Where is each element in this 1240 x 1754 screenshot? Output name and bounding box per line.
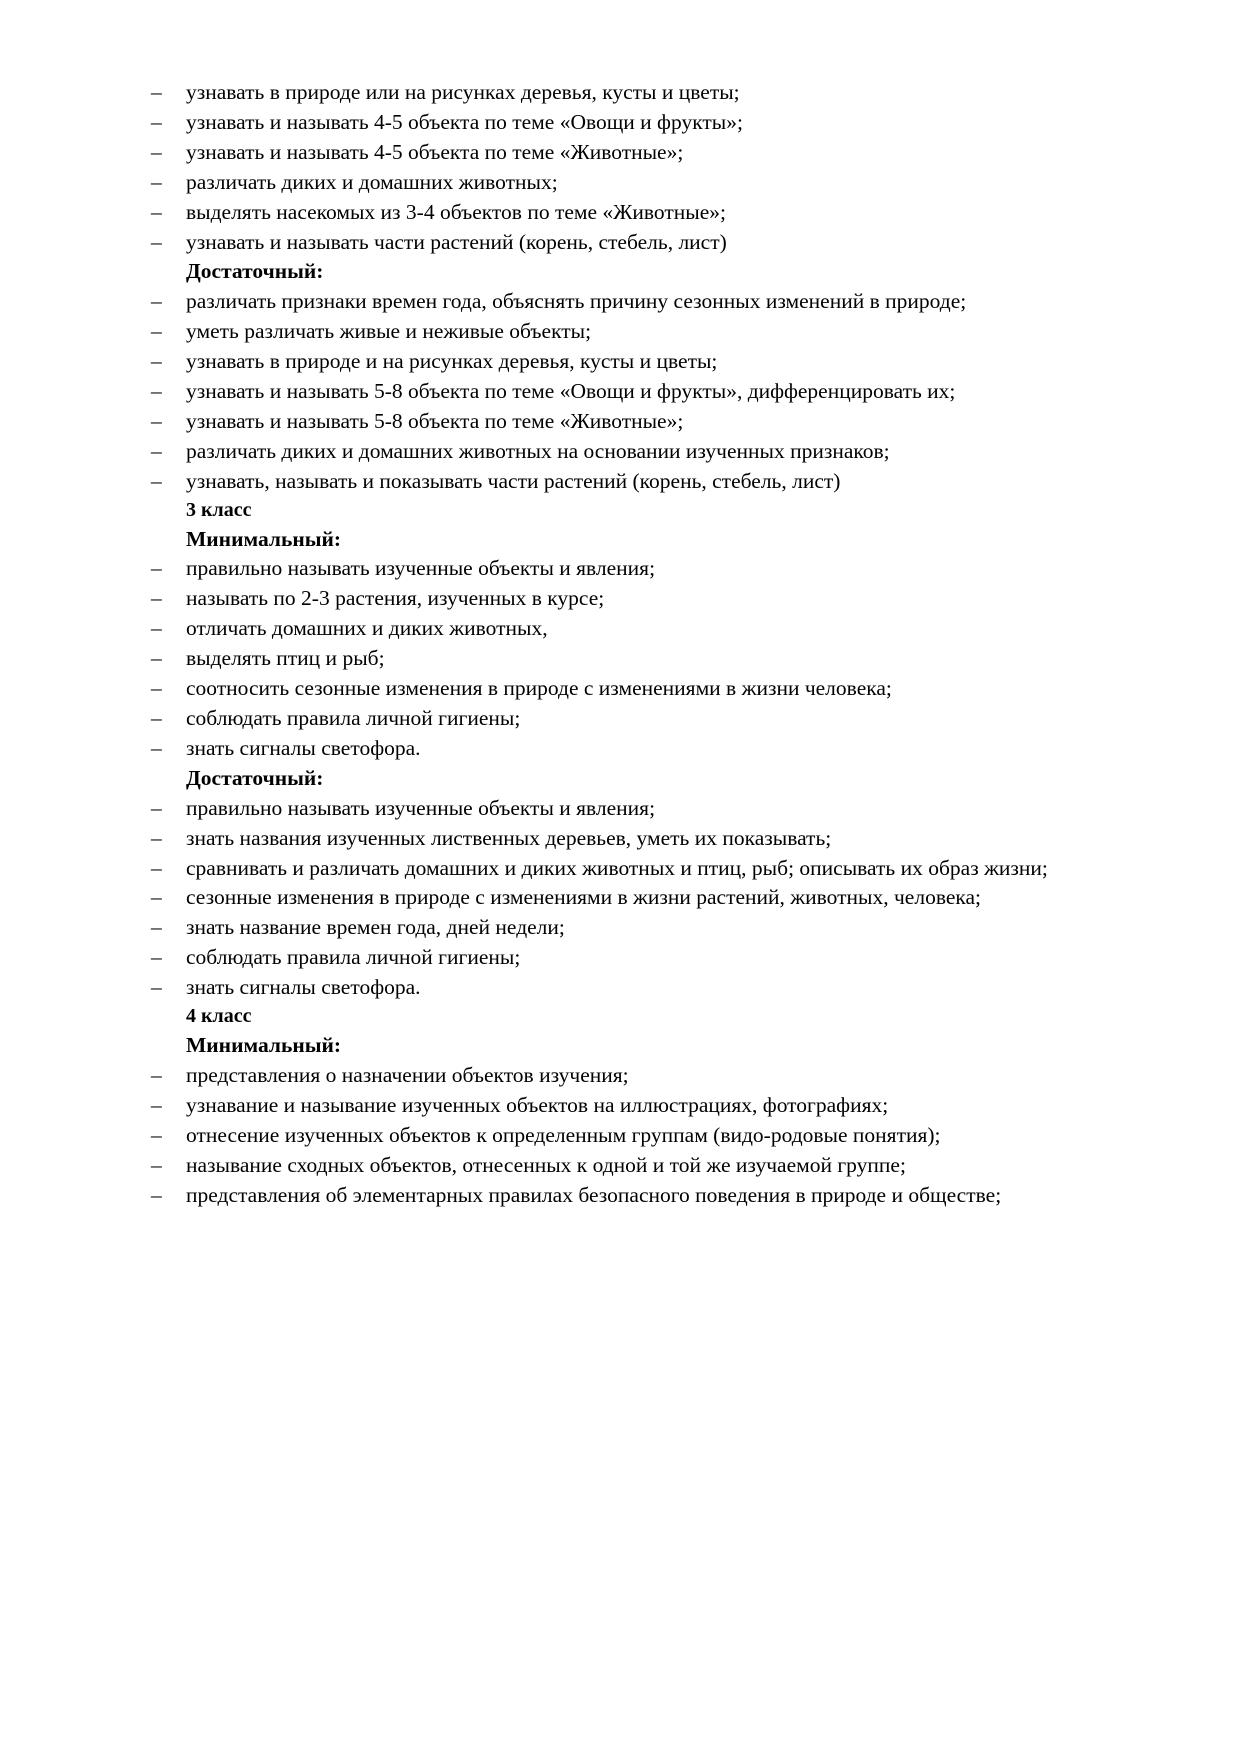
bullet-dash: – [151, 319, 162, 344]
list-item-text: узнавать в природе или на рисунках деревья, кусты и цветы; [186, 80, 740, 104]
list-item [148, 644, 1092, 673]
section-heading: Минимальный: [186, 526, 342, 551]
section-heading: 3 класс [186, 498, 252, 521]
bullet-dash: – [151, 1122, 162, 1147]
list-item-text: представления о назначении объектов изучения; [186, 1062, 629, 1087]
list-item [148, 198, 1092, 227]
list-item-text: узнавать, называть и показывать части растений (корень, стебель, лист) [186, 468, 841, 493]
list-item-text: соблюдать правила личной гигиены; [186, 945, 521, 970]
list-item [148, 1061, 1092, 1090]
list-item-text: называть по 2-3 растения, изученных в курсе; [186, 586, 605, 611]
bullet-dash: – [151, 646, 162, 671]
bullet-dash: – [151, 795, 162, 820]
list-item-text: узнавать в природе и на рисунках деревья, кусты и цветы; [186, 349, 718, 374]
list-item-text: узнавание и называние изученных объектов на иллюстрациях, фотографиях; [186, 1092, 889, 1117]
list-item-text: знать название времен года, дней недели; [186, 915, 565, 940]
list-item [148, 168, 1092, 197]
list-item-text: узнавать и называть части растений (корень, стебель, лист) [186, 229, 727, 254]
bullet-dash: – [151, 1182, 162, 1207]
list-item-text: соблюдать правила личной гигиены; [186, 706, 521, 731]
list-item-text: различать диких и домашних животных на основании изученных признаков; [186, 438, 890, 463]
list-item-text: правильно называть изученные объекты и явления; [186, 556, 656, 581]
bullet-dash: – [151, 825, 162, 850]
list-item-text: знать сигналы светофора. [186, 735, 421, 760]
list-item [148, 614, 1092, 643]
list-item-text: отнесение изученных объектов к определенным группам (видо-родовые понятия); [186, 1122, 941, 1147]
section-heading: Минимальный: [186, 1032, 342, 1057]
bullet-dash: – [151, 1092, 162, 1117]
bullet-dash: – [151, 616, 162, 641]
bullet-dash: – [151, 199, 162, 224]
list-item [148, 228, 1092, 257]
list-item [148, 1151, 1092, 1180]
list-item [148, 287, 1092, 316]
bullet-dash: – [151, 676, 162, 701]
list-item [148, 138, 1092, 167]
list-item [148, 1121, 1092, 1150]
list-item [148, 584, 1092, 613]
bullet-dash: – [151, 735, 162, 760]
bullet-dash: – [151, 945, 162, 970]
bullet-dash: – [151, 885, 162, 910]
list-item-text: узнавать и называть 5-8 объекта по теме «Животные»; [186, 408, 684, 433]
bullet-dash: – [151, 139, 162, 164]
list-item-text: правильно называть изученные объекты и явления; [186, 795, 656, 820]
list-item-text: различать признаки времен года, объяснять причину сезонных изменений в природе; [186, 289, 967, 314]
bullet-dash: – [151, 349, 162, 374]
list-item-text: называние сходных объектов, отнесенных к одной и той же изучаемой группе; [186, 1152, 906, 1177]
list-item [148, 377, 1092, 406]
list-item [148, 108, 1092, 137]
list-item [148, 883, 1092, 912]
list-item [148, 1181, 1092, 1210]
list-item-text: представления об элементарных правилах безопасного поведения в природе и обществе; [186, 1182, 1002, 1207]
list-item-text: сравнивать и различать домашних и диких животных и птиц, рыб; описывать их образ жизни; [186, 855, 1048, 880]
bullet-dash: – [151, 109, 162, 134]
list-item-text: узнавать и называть 4-5 объекта по теме «Овощи и фрукты»; [186, 109, 743, 134]
section-heading: 4 класс [186, 1005, 252, 1028]
list-item-text: соотносить сезонные изменения в природе с изменениями в жизни человека; [186, 676, 892, 701]
bullet-dash: – [151, 408, 162, 433]
bullet-dash: – [151, 586, 162, 611]
list-item [148, 1091, 1092, 1120]
list-item [148, 734, 1092, 763]
list-item [148, 854, 1092, 883]
list-item-text: различать диких и домашних животных; [186, 169, 558, 194]
list-item [148, 674, 1092, 703]
list-item [148, 467, 1092, 496]
list-item [148, 554, 1092, 583]
document-body [148, 78, 1092, 1209]
list-item [148, 824, 1092, 853]
list-item-text: выделять насекомых из 3-4 объектов по теме «Животные»; [186, 199, 727, 224]
bullet-dash: – [151, 468, 162, 493]
bullet-dash: – [151, 706, 162, 731]
list-item [148, 407, 1092, 436]
list-item-text: узнавать и называть 4-5 объекта по теме «Животные»; [186, 139, 684, 164]
bullet-dash: – [151, 229, 162, 254]
list-item-text: знать названия изученных лиственных деревьев, уметь их показывать; [186, 825, 832, 850]
list-item-text: уметь различать живые и неживые объекты; [186, 319, 592, 344]
bullet-dash: – [151, 915, 162, 940]
list-item-text: узнавать и называть 5-8 объекта по теме «Овощи и фрукты», дифференцировать их; [186, 379, 956, 404]
list-item-text: знать сигналы светофора. [186, 975, 421, 1000]
list-item-text: выделять птиц и рыб; [186, 646, 385, 671]
bullet-dash: – [151, 438, 162, 463]
list-item-text: отличать домашних и диких животных, [186, 616, 548, 641]
list-item-text: сезонные изменения в природе с изменениями в жизни растений, животных, человека; [186, 885, 982, 910]
bullet-dash: – [151, 556, 162, 581]
list-item [148, 347, 1092, 376]
list-item [148, 437, 1092, 466]
bullet-dash: – [151, 975, 162, 1000]
section-heading: Достаточный: [186, 259, 324, 284]
bullet-dash: – [151, 80, 162, 104]
list-item [148, 973, 1092, 1002]
list-item [148, 913, 1092, 942]
section-heading: Достаточный: [186, 765, 324, 790]
list-item [148, 317, 1092, 346]
bullet-dash: – [151, 1062, 162, 1087]
bullet-dash: – [151, 169, 162, 194]
bullet-dash: – [151, 855, 162, 880]
list-item [148, 78, 1092, 107]
bullet-dash: – [151, 379, 162, 404]
list-item [148, 943, 1092, 972]
bullet-dash: – [151, 289, 162, 314]
list-item [148, 794, 1092, 823]
bullet-dash: – [151, 1152, 162, 1177]
list-item [148, 704, 1092, 733]
